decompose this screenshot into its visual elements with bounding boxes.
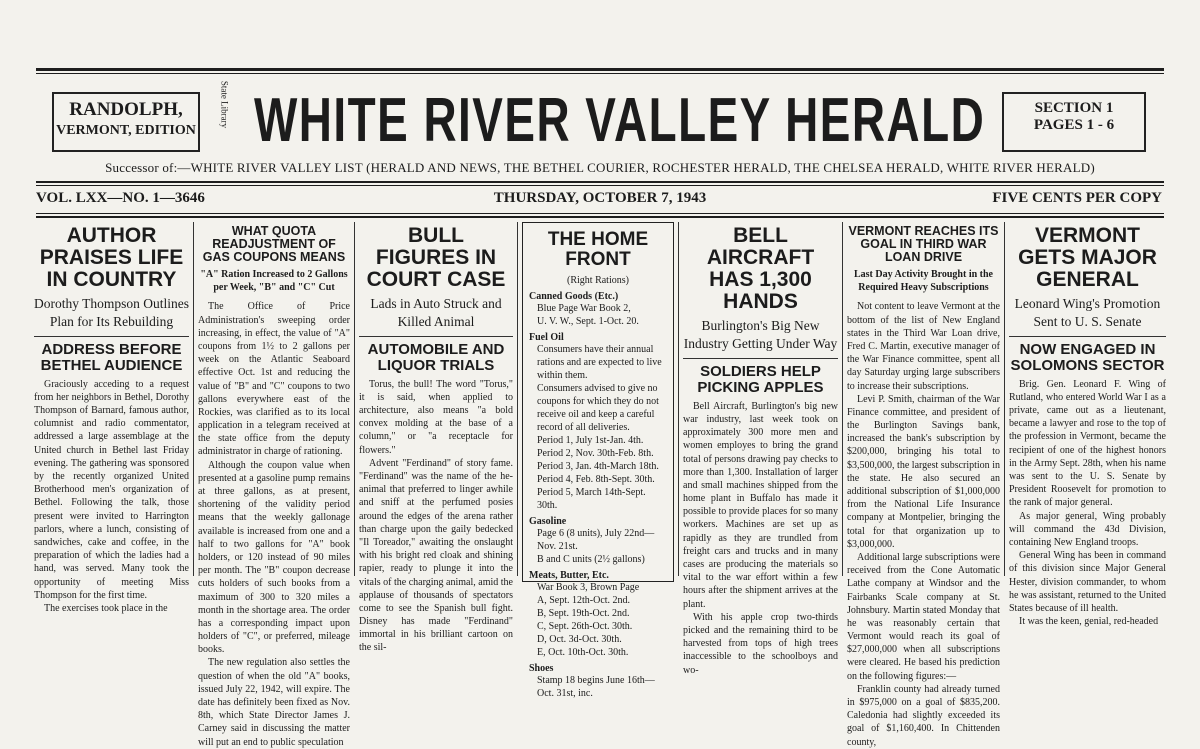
separator: [1009, 336, 1166, 337]
ration-line: War Book 3, Brown Page: [537, 581, 640, 593]
ration-line: D, Oct. 3d-Oct. 30th.: [537, 633, 622, 645]
separator: [359, 336, 513, 337]
paragraph: Bell Aircraft, Burlington's big new war industry, last week took on approximately 300 more men and women employes to bring the grand total of persons drawing pay checks to more than 1,300. Installation of larger and small machines shipped from the home plant in Buffalo has made it possible to provide places for so many workers. Machines are set up as rapidly as they are trundled from freight cars and trucks and in many cases are producing the materials so vital to the war effort within a few hours after the shipment arrives at the plant.: [683, 400, 838, 610]
paragraph: Levi P. Smith, chairman of the War Finance committee, and president of the Burlington Savings bank, increased the bank's subscription by $200,000, bringing his total to $3,500,000, the largest subscription in the state. He also secured an additional subscription of $1,000,000 from the National Life Insurance company at Montpelier, bringing the total for that organization up to $3,000,000.: [847, 393, 1000, 550]
deck: "A" Ration Increased to 2 Gallons per Week, "B" and "C" Cut: [200, 269, 348, 294]
paragraph: Advent "Ferdinand" of story fame. "Ferdinand" was the name of the he-animal that preferred to linger awhile and sniff at the perfumed posies around the edges of the arena rather than charge upon the gaily bedecked "Il Toreador," awaiting the onslaught with his bright red cloak and shining rapier, ready to plunge it into the vitals of the charging animal, amid the applause of thousands of spectators come to see the Spanish bull fight. Disney has made "Ferdinand" immortal in his brilliant cartoon on the sil-: [359, 457, 513, 654]
ration-line: Period 5, March 14th-Sept. 30th.: [537, 486, 646, 511]
dateline-rule-bottom-thick: [36, 216, 1164, 218]
article-body: [847, 300, 1000, 748]
article-body: [359, 378, 513, 655]
top-rule: [36, 68, 1164, 71]
subheadline: AUTOMOBILE AND LIQUOR TRIALS: [367, 341, 505, 374]
ration-sections: [529, 291, 667, 700]
paragraph: The new regulation also settles the question of when the old "A" books, issued July 22, 1942, will expire. The date has definitely been fixed as Nov. 8th, which State Director James J. Carney said in discussing the matter will put an end to public speculation: [198, 657, 350, 748]
ration-line: Period 2, Nov. 30th-Feb. 8th.: [537, 447, 654, 459]
deck: Lads in Auto Struck and Killed Animal: [370, 296, 502, 329]
headline: BELL AIRCRAFT HAS 1,300 HANDS: [706, 224, 815, 314]
ration-line: Consumers advised to give no coupons for which they do not receive oil and keep a careful record of all deliveries.: [537, 382, 659, 433]
article-author-praises: [30, 222, 193, 614]
ration-section-title: Gasoline: [529, 515, 567, 527]
paragraph: Franklin county had already turned in $975,000 on a goal of $835,200. Caledonia had slightly exceeded its goal of $1,160,400. In Chittenden county,: [847, 683, 1000, 748]
ration-line: E, Oct. 10th-Oct. 30th.: [537, 646, 629, 658]
article-bull-figures: [355, 222, 517, 654]
article-major-general: [1005, 222, 1170, 628]
headline: VERMONT GETS MAJOR GENERAL: [1018, 224, 1157, 292]
article-bell-aircraft: [679, 222, 842, 676]
section-ear: [1002, 92, 1146, 152]
article-body: [1009, 378, 1166, 629]
paragraph: Graciously acceding to a request from her neighbors in Bethel, Dorothy Thompson of Barnard, famous author, columnist and radio commentator, addressed a large assemblage at the United church in Bethel last Friday evening. The gathering was sponsored by the recently organized United Brotherhood men's organization of Bethel. Following the talk, those present were invited to Harrington parlors, where a lunch, consisting of sandwiches, cake and coffee, in the preparation of which the ladies had a hand, was served. Many took the opportunity of meeting Miss Thompson for the first time.: [34, 378, 189, 601]
ration-section-title: Meats, Butter, Etc.: [529, 569, 609, 581]
article-vermont-goal: [843, 222, 1004, 748]
pages-label: PAGES 1 - 6: [1033, 117, 1115, 134]
deck: Leonard Wing's Promotion Sent to U. S. Senate: [1014, 296, 1161, 329]
ration-line: Page 6 (8 units), July 22nd—Nov. 21st.: [537, 527, 655, 552]
deck: Last Day Activity Brought in the Required Heavy Subscriptions: [854, 269, 993, 294]
subheadline: ADDRESS BEFORE BETHEL AUDIENCE: [40, 341, 183, 374]
ration-line: A, Sept. 12th-Oct. 2nd.: [537, 594, 631, 606]
top-rule-thin: [36, 73, 1164, 74]
paragraph: Brig. Gen. Leonard F. Wing of Rutland, who entered World War I as a private, came out as a lieutenant, became a lawyer and rose to the top of the profession in Vermont, became the recipient of one of the highest honors in the Army Sept. 28th, when his name was sent to the U. S. Senate by President Roosevelt for promotion to the rank of major general.: [1009, 378, 1166, 509]
article-body: [683, 400, 838, 677]
paragraph: The exercises took place in the: [44, 602, 168, 614]
successor-line: Successor of:—WHITE RIVER VALLEY LIST (HERALD AND NEWS, THE BETHEL COURIER, ROCHESTER HERALD, THE CHELSEA HERALD, WHITE RIVER HERALD): [105, 160, 1095, 175]
volume-number: VOL. LXX—NO. 1—3646: [36, 190, 205, 206]
edition-town: RANDOLPH,: [69, 99, 183, 120]
paragraph: Although the coupon value when presented at a gasoline pump remains at three gallons, as at present, shortening of the validity period means that the weekly gallonage available is increased from one and a half to two gallons for "A" book holders, or 120 instead of 90 miles per month. The "B" coupon decrease cuts holders of such books from a maximum of 300 to 320 miles a month in the shortage area. The order has a corresponding impact upon holders of "C", or preferred, mileage books.: [198, 459, 350, 656]
headline: AUTHOR PRAISES LIFE IN COUNTRY: [39, 224, 184, 292]
deck: Burlington's Big New Industry Getting Under Way: [683, 318, 838, 351]
paragraph: The Office of Price Administration's sweeping order increasing, in effect, the value of "A" coupons from 1½ to 2 gallons per week on the Atlantic Seaboard effective Oct. 1st and reducing the value of "B" and "C" coupons to two gallons everywhere east of the Rockies, was clarified as to its local application in a telegram received at the state office from the deputy administrator in charge of rationing.: [198, 301, 350, 458]
headline: BULL FIGURES IN COURT CASE: [366, 224, 506, 292]
separator: [683, 358, 838, 359]
subheadline: NOW ENGAGED IN SOLOMONS SECTOR: [1010, 341, 1165, 374]
headline: WHAT QUOTA READJUSTMENT OF GAS COUPONS MEANS: [202, 224, 346, 265]
section-label: SECTION 1: [1034, 100, 1114, 116]
ration-line: B and C units (2½ gallons): [537, 553, 645, 565]
ration-line: C, Sept. 26th-Oct. 30th.: [537, 620, 633, 632]
paragraph: Not content to leave Vermont at the bottom of the list of New England states in the Third War Loan drive, Fred C. Martin, executive manager of the War Finance committee, spent all day Saturday urging large subscribers to increase their subscriptions.: [847, 301, 1000, 392]
ration-line: Period 3, Jan. 4th-March 18th.: [537, 460, 659, 472]
ration-section-title: Canned Goods (Etc.): [529, 290, 619, 302]
ration-line: Blue Page War Book 2,: [537, 302, 631, 314]
library-stamp: State Library: [219, 80, 230, 129]
headline: THE HOME FRONT: [547, 229, 649, 270]
paragraph: Torus, the bull! The word "Torus," it is said, when applied to architecture, also means "a bold convex molding at the base of a column," or "a receptacle for flowers.": [359, 378, 513, 456]
ration-line: Period 4, Feb. 8th-Sept. 30th.: [537, 473, 655, 485]
dateline-rule-top: [36, 181, 1164, 183]
home-front-frame: [522, 222, 674, 699]
paragraph: As major general, Wing probably will command the 43d Division, containing New England troops.: [1009, 510, 1166, 548]
paragraph: General Wing has been in command of this division since Major General Hester, division commander, to whom he was assistant, returned to the United States because of ill health.: [1009, 550, 1166, 614]
issue-price: FIVE CENTS PER COPY: [992, 190, 1162, 206]
home-front-box: [518, 222, 678, 699]
paragraph: Additional large subscriptions were received from the Cone Automatic Lathe company at Windsor and the Fairbanks Scale company at St. Johnsbury. Martin stated Monday that he was reasonably certain that Vermont would reach its goal of $27,000,000 when all subscriptions were cleared. He based his prediction on the following figures:—: [847, 551, 1000, 682]
ration-line: Period 1, July 1st-Jan. 4th.: [537, 434, 644, 446]
dateline-rule-top-thin: [36, 185, 1164, 186]
ration-section-title: Shoes: [529, 662, 554, 674]
ration-line: Consumers have their annual rations and are expected to live within them.: [537, 343, 662, 381]
paragraph: It was the keen, genial, red-headed: [1019, 616, 1159, 628]
subtitle: (Right Rations): [567, 274, 629, 286]
separator: [34, 336, 189, 337]
article-body: [198, 300, 350, 748]
ration-line: B, Sept. 19th-Oct. 2nd.: [537, 607, 630, 619]
edition-ear: [52, 92, 200, 152]
ration-section-title: Fuel Oil: [529, 331, 564, 343]
subheadline: SOLDIERS HELP PICKING APPLES: [697, 363, 824, 397]
newspaper-masthead: WHITE RIVER VALLEY HERALD: [254, 86, 986, 155]
dateline-rule-bottom: [36, 213, 1164, 214]
ration-line: Stamp 18 begins June 16th—Oct. 31st, inc.: [537, 674, 655, 699]
article-body: [34, 378, 189, 615]
ration-line: U. V. W., Sept. 1-Oct. 20.: [537, 315, 639, 327]
paragraph: With his apple crop two-thirds picked and the remaining third to be harvested from tops of high trees inaccessible to the schoolboys and wo-: [683, 611, 838, 676]
headline: VERMONT REACHES ITS GOAL IN THIRD WAR LOAN DRIVE: [848, 224, 999, 265]
edition-state: VERMONT, EDITION: [56, 122, 196, 138]
issue-date: THURSDAY, OCTOBER 7, 1943: [493, 190, 707, 206]
article-quota-readjustment: [194, 222, 354, 748]
deck: Dorothy Thompson Outlines Plan for Its Rebuilding: [34, 296, 189, 329]
